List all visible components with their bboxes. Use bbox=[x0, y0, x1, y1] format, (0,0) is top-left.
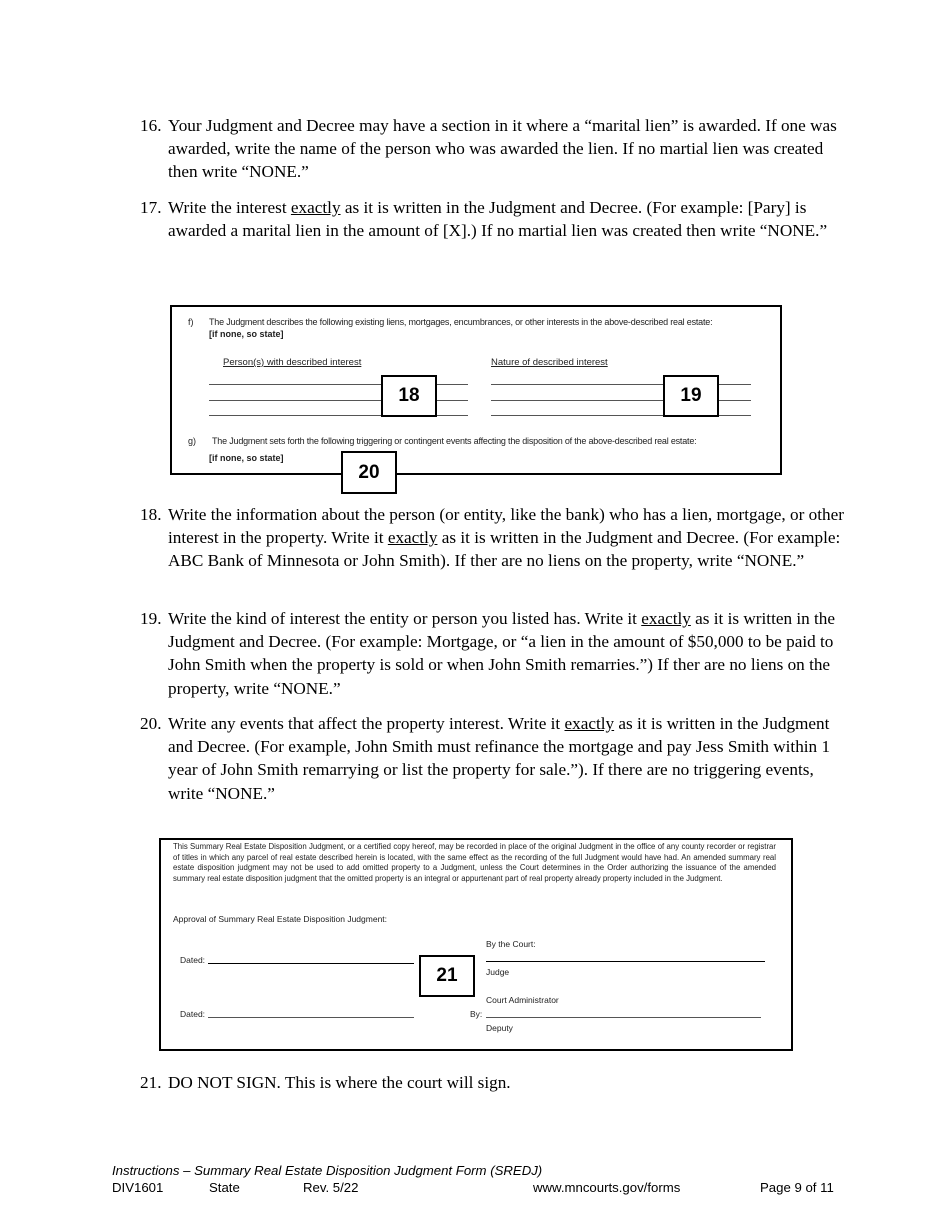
callout-19: 19 bbox=[663, 375, 719, 417]
column-header-person: Person(s) with described interest bbox=[223, 357, 362, 368]
section-g-text: The Judgment sets forth the following triggering or contingent events affecting the disposition of the above-described real estate: bbox=[212, 436, 697, 446]
footer-title: Instructions – Summary Real Estate Disposition Judgment Form (SREDJ) bbox=[112, 1163, 543, 1178]
item-text: Your Judgment and Decree may have a section in it where a “marital lien” is awarded. If one was awarded, write the name of the person who was awarded the lien. If no martial lien was created then write “NONE.” bbox=[168, 116, 837, 182]
instruction-21 bbox=[140, 1071, 845, 1094]
if-none-note: [if none, so state] bbox=[209, 329, 284, 339]
deputy-signature-line bbox=[486, 1017, 761, 1018]
dated-line bbox=[208, 963, 414, 964]
dated-label: Dated: bbox=[180, 955, 206, 965]
footer-url: www.mncourts.gov/forms bbox=[533, 1180, 681, 1195]
by-label: By: bbox=[470, 1009, 483, 1019]
column-header-nature: Nature of described interest bbox=[491, 357, 608, 368]
recording-paragraph: This Summary Real Estate Disposition Judgment, or a certified copy hereof, may be recorded in place of the original Judgment in the office of any county recorder or registrar of titles in which any parcel of real estate described herein is located, with the same effect as the recording of the full Judgment would have had. An amended summary real estate disposition judgment may not be used to add omitted property to a Judgment, unless the Court determines in the Order authorizing the issuance of the amended summary real estate disposition judgment that the omitted property is an integral or appurtenant part of real property already property included in the Judgment. bbox=[173, 842, 776, 883]
item-number: 17. bbox=[140, 198, 162, 217]
emphasis-exactly: exactly bbox=[387, 528, 438, 548]
section-f-text: The Judgment describes the following existing liens, mortgages, encumbrances, or other interests in the above-described real estate: bbox=[209, 317, 713, 327]
instruction-18 bbox=[140, 503, 845, 573]
item-text: DO NOT SIGN. This is where the court will sign. bbox=[168, 1073, 511, 1092]
emphasis-exactly: exactly bbox=[564, 714, 615, 733]
callout-20: 20 bbox=[341, 451, 397, 494]
item-text: Write the information about the person (or entity, like the bank) who has a lien, mortgage, or other interest in the property. Write it exactly as it is written in the Judgment and Decree. (For example: ABC Bank of Minnesota or John Smith). If ther are no liens on the property, write “NONE.” bbox=[168, 505, 844, 571]
approval-label: Approval of Summary Real Estate Disposition Judgment: bbox=[173, 914, 388, 924]
footer-page-number: Page 9 of 11 bbox=[760, 1180, 834, 1195]
item-number: 19. bbox=[140, 609, 162, 628]
instruction-20 bbox=[140, 712, 845, 805]
item-text: Write the interest exactly as it is written in the Judgment and Decree. (For example: [Pary] is awarded a marital lien in the amount of [X].) If no martial lien was created then write “NONE.” bbox=[168, 198, 828, 241]
emphasis-exactly: exactly bbox=[641, 609, 691, 628]
section-label-g: g) bbox=[188, 436, 197, 446]
if-none-note: [if none, so state] bbox=[209, 453, 284, 463]
by-the-court-label: By the Court: bbox=[486, 939, 536, 949]
deputy-label: Deputy bbox=[486, 1023, 513, 1033]
item-text: Write the kind of interest the entity or person you listed has. Write it exactly as it is written in the Judgment and Decree. (For example: Mortgage, or “a lien in the amount of $50,000 to be paid to John Smith when the property is sold or when John Smith remarries.”) If ther are no liens on the property, write “NONE.” bbox=[168, 609, 836, 698]
item-number: 16. bbox=[140, 116, 162, 135]
judge-label: Judge bbox=[486, 967, 510, 977]
court-administrator-label: Court Administrator bbox=[486, 995, 559, 1005]
item-number: 18. bbox=[140, 505, 162, 524]
instruction-19 bbox=[140, 607, 845, 700]
footer-form-code: DIV1601 bbox=[112, 1180, 164, 1195]
form-excerpt-signature bbox=[159, 838, 793, 1051]
callout-18: 18 bbox=[381, 375, 437, 417]
instruction-16 bbox=[140, 114, 845, 184]
judge-signature-line bbox=[486, 961, 765, 962]
item-number: 20. bbox=[140, 714, 162, 733]
footer-revision: Rev. 5/22 bbox=[303, 1180, 359, 1195]
item-text: Write any events that affect the property interest. Write it exactly as it is written in the Judgment and Decree. (For example, John Smith must refinance the mortgage and pay Jess Smith within 1 year of John Smith remarrying or list the property for sale.”). If there are no triggering events, write “NONE.” bbox=[168, 714, 831, 803]
footer-state: State bbox=[209, 1180, 240, 1195]
dated-line bbox=[208, 1017, 414, 1018]
section-label-f: f) bbox=[188, 317, 194, 327]
callout-21: 21 bbox=[419, 955, 475, 997]
item-number: 21. bbox=[140, 1073, 162, 1092]
instruction-17 bbox=[140, 196, 845, 242]
emphasis-exactly: exactly bbox=[290, 198, 341, 217]
dated-label: Dated: bbox=[180, 1009, 206, 1019]
